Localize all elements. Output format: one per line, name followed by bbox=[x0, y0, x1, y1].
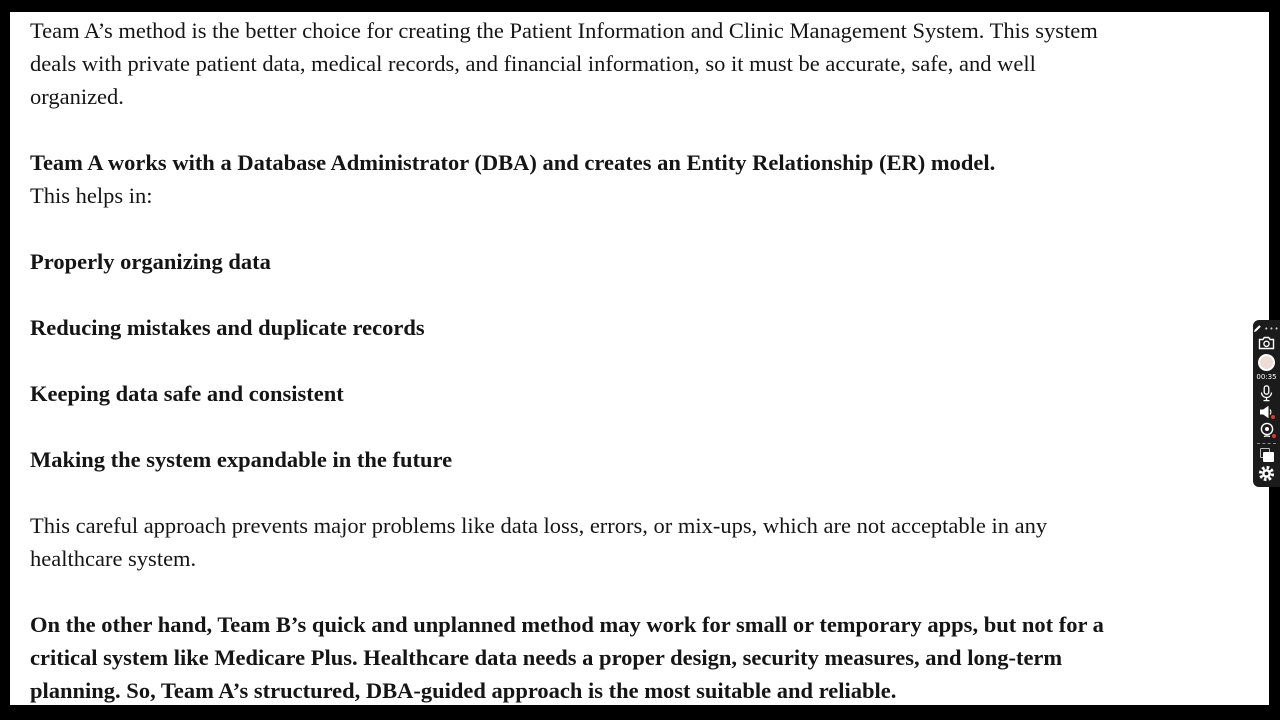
letterbox-bottom bbox=[0, 705, 1280, 720]
list-item-data-safe bbox=[30, 377, 1242, 410]
letterbox-left bbox=[0, 0, 10, 720]
text-line: critical system like Medicare Plus. Healthcare data needs a proper design, security measures, and long-term bbox=[30, 645, 1063, 670]
text-line: This helps in: bbox=[30, 183, 153, 208]
document-text bbox=[30, 12, 1242, 705]
speaker-status-badge bbox=[1270, 414, 1276, 420]
text-line: Properly organizing data bbox=[30, 249, 271, 274]
microphone-icon bbox=[1259, 385, 1274, 402]
text-line: organized. bbox=[30, 84, 124, 109]
text-line: healthcare system. bbox=[30, 546, 197, 571]
paragraph-team-b-conclusion bbox=[30, 608, 1242, 705]
list-item-organizing-data bbox=[30, 245, 1242, 278]
screens-button[interactable] bbox=[1260, 448, 1274, 462]
text-line: Reducing mistakes and duplicate records bbox=[30, 315, 425, 340]
settings-gear-icon bbox=[1258, 465, 1275, 482]
text-line: planning. So, Team A’s structured, DBA-guided approach is the most suitable and reliable. bbox=[30, 678, 897, 703]
paragraph-careful-approach bbox=[30, 509, 1242, 575]
paragraph-intro bbox=[30, 14, 1242, 113]
toolbar-divider bbox=[1257, 443, 1276, 444]
camera-icon bbox=[1258, 336, 1275, 350]
text-line: Team A works with a Database Administrator (DBA) and creates an Entity Relationship (ER) model. bbox=[30, 150, 996, 175]
record-button[interactable] bbox=[1258, 354, 1275, 371]
text-line: Keeping data safe and consistent bbox=[30, 381, 344, 406]
paragraph-team-a-dba bbox=[30, 146, 1242, 179]
recording-timer: 00:35 bbox=[1256, 373, 1277, 381]
list-item-expandable bbox=[30, 443, 1242, 476]
settings-button[interactable] bbox=[1258, 465, 1275, 482]
text-line: Making the system expandable in the future bbox=[30, 447, 453, 472]
document-page bbox=[10, 12, 1269, 705]
paragraph-this-helps-in bbox=[30, 179, 1242, 212]
annotate-button[interactable] bbox=[1253, 324, 1279, 333]
list-item-reducing-mistakes bbox=[30, 311, 1242, 344]
screen-recorder-toolbar bbox=[1253, 320, 1280, 487]
pen-tool-icon bbox=[1253, 324, 1262, 333]
speaker-button[interactable] bbox=[1259, 405, 1274, 419]
webcam-status-badge bbox=[1271, 433, 1277, 439]
text-line: On the other hand, Team B’s quick and unplanned method may work for small or temporary apps, but not for a bbox=[30, 612, 1104, 637]
text-line: deals with private patient data, medical records, and financial information, so it must be accurate, safe, and well bbox=[30, 51, 1036, 76]
webcam-button[interactable] bbox=[1259, 422, 1275, 438]
more-options-dots: ••• bbox=[1264, 324, 1280, 333]
letterbox-top bbox=[0, 0, 1280, 12]
text-line: This careful approach prevents major problems like data loss, errors, or mix-ups, which are not acceptable in any bbox=[30, 513, 1048, 538]
camera-button[interactable] bbox=[1258, 336, 1275, 350]
text-line: Team A’s method is the better choice for creating the Patient Information and Clinic Management System. This system bbox=[30, 18, 1098, 43]
microphone-button[interactable] bbox=[1259, 385, 1274, 402]
